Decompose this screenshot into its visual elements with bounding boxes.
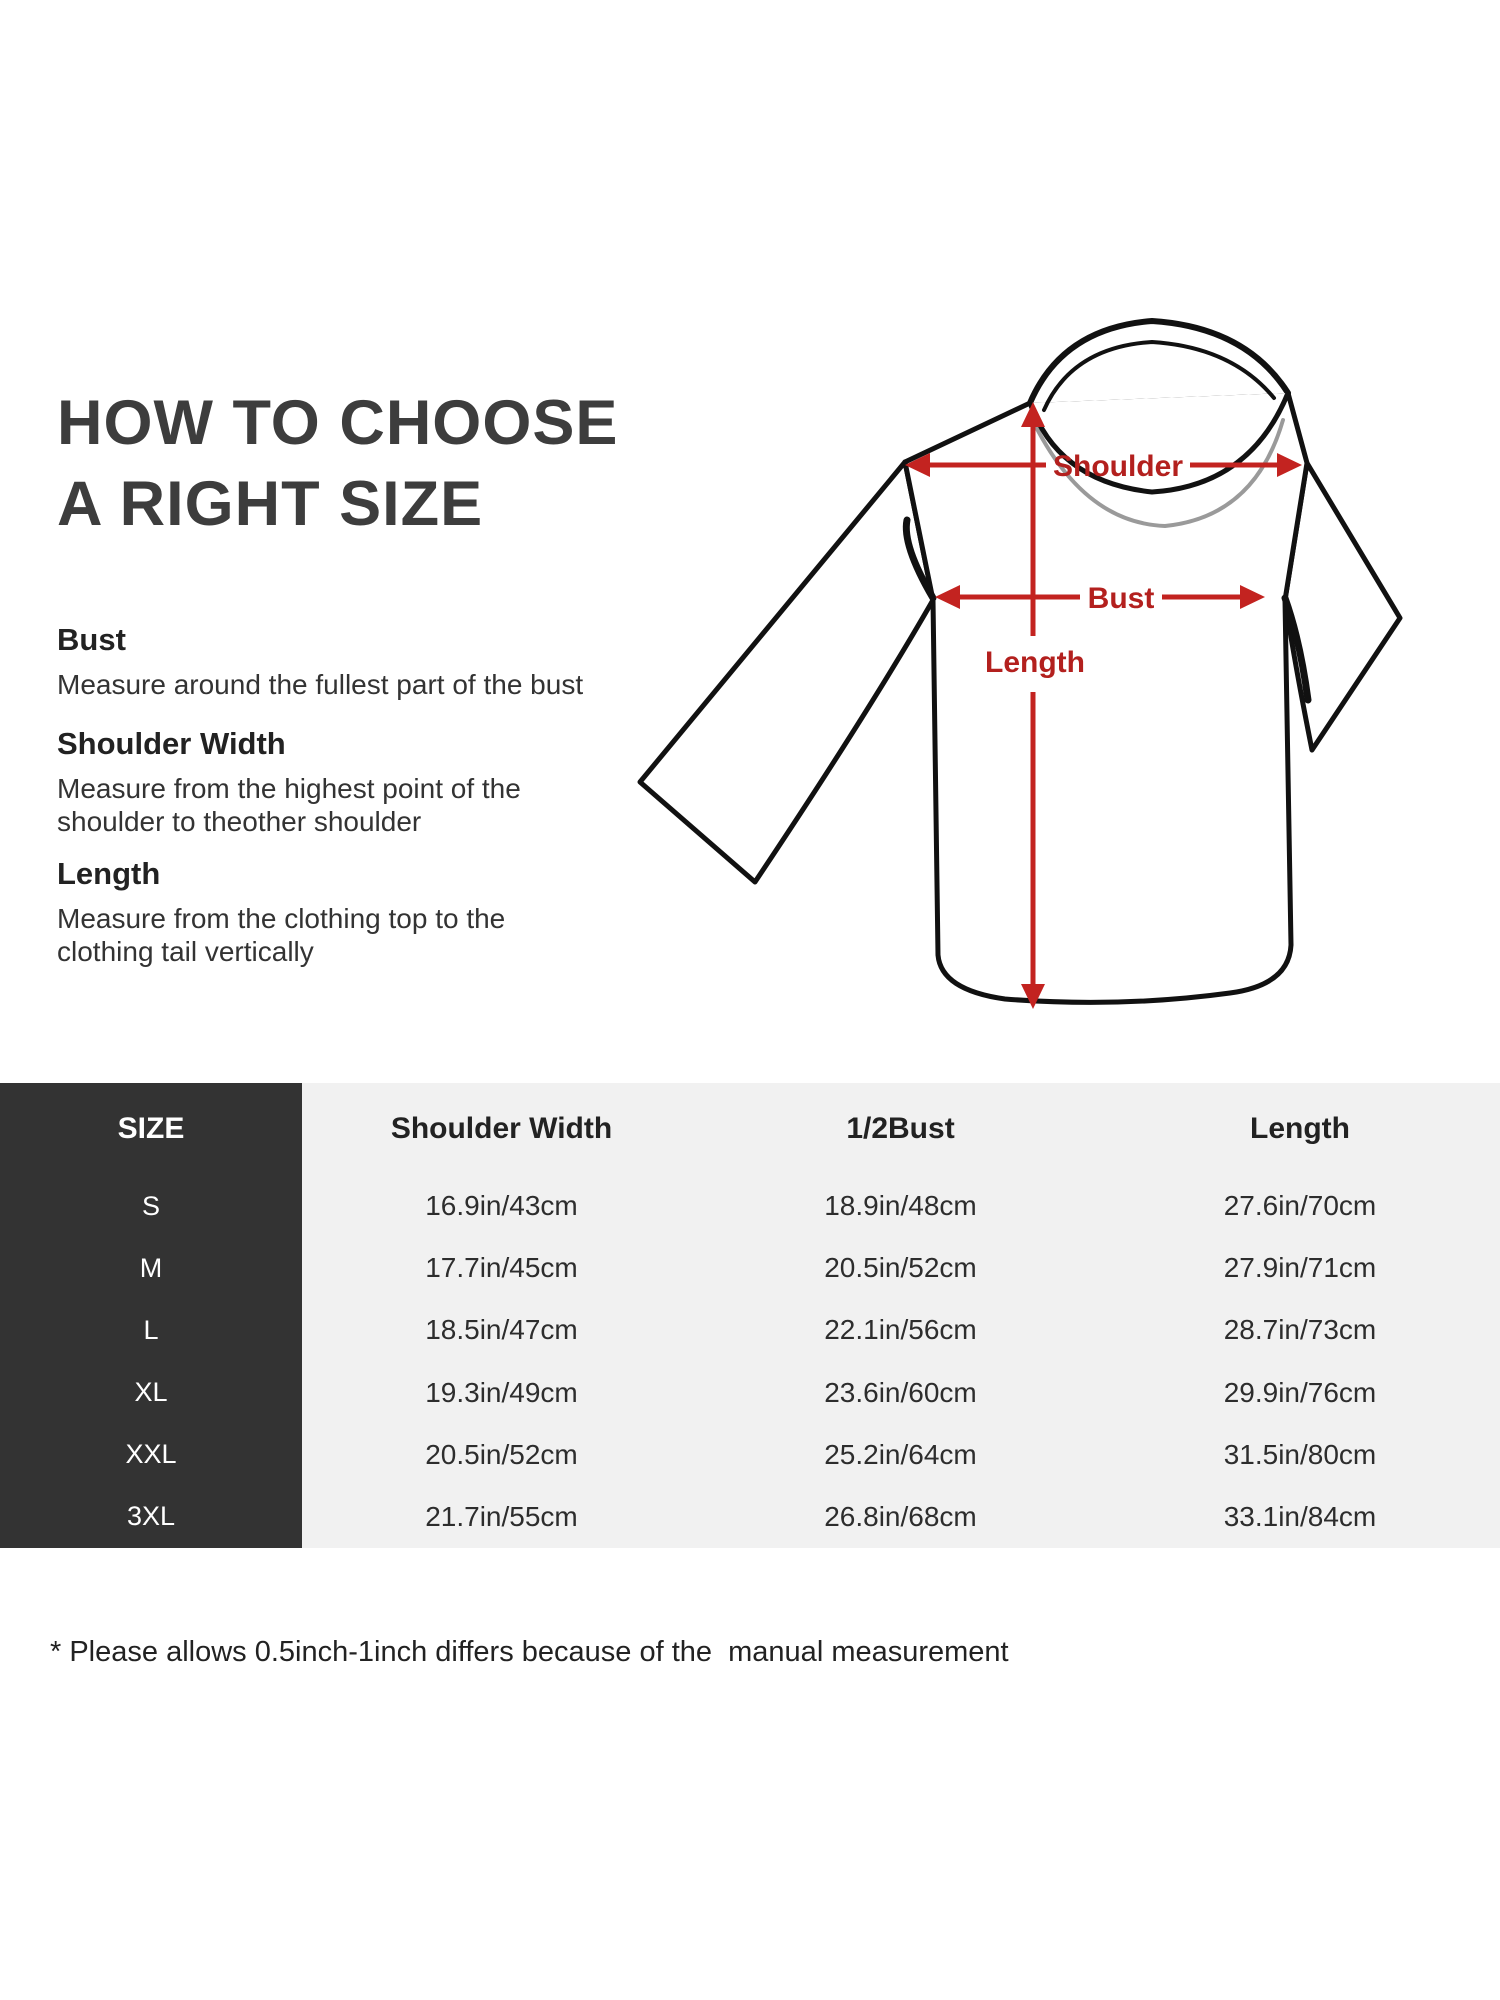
- instruction-bust: [57, 622, 583, 701]
- size-table-header-size: SIZE: [0, 1083, 302, 1175]
- length-cell: 27.6in/70cm: [1100, 1175, 1500, 1237]
- length-cell: 27.9in/71cm: [1100, 1237, 1500, 1299]
- bust-label: Bust: [1087, 582, 1155, 615]
- instruction-shoulder-line1: Measure from the highest point of the: [57, 773, 521, 804]
- shoulder-width-cell: 21.7in/55cm: [302, 1486, 701, 1548]
- page-title-line2: A RIGHT SIZE: [57, 469, 484, 539]
- half-bust-cell: 22.1in/56cm: [701, 1299, 1100, 1361]
- length-cell: 31.5in/80cm: [1100, 1424, 1500, 1486]
- size-cell: XXL: [0, 1424, 302, 1486]
- measurement-footnote: * Please allows 0.5inch-1inch differs because of the manual measurement: [50, 1636, 1009, 1668]
- half-bust-cell: 25.2in/64cm: [701, 1424, 1100, 1486]
- half-bust-cell: 18.9in/48cm: [701, 1175, 1100, 1237]
- instruction-length-heading: Length: [57, 856, 161, 891]
- instruction-length-line1: Measure from the clothing top to the: [57, 903, 506, 934]
- size-cell: L: [0, 1299, 302, 1361]
- shoulder-width-cell: 17.7in/45cm: [302, 1237, 701, 1299]
- instruction-length: [57, 856, 505, 968]
- instruction-shoulder-heading: Shoulder Width: [57, 726, 286, 761]
- instruction-shoulder-line2: shoulder to theother shoulder: [57, 806, 422, 837]
- half-bust-cell: 20.5in/52cm: [701, 1237, 1100, 1299]
- size-cell: S: [0, 1175, 302, 1237]
- instruction-shoulder-width: [57, 726, 521, 838]
- page-title-line1: HOW TO CHOOSE: [57, 388, 619, 458]
- length-cell: 29.9in/76cm: [1100, 1361, 1500, 1423]
- instruction-bust-line1: Measure around the fullest part of the bust: [57, 669, 584, 700]
- size-cell: XL: [0, 1361, 302, 1423]
- size-table-header-shoulder-width: Shoulder Width: [302, 1083, 701, 1175]
- shoulder-width-cell: 18.5in/47cm: [302, 1299, 701, 1361]
- size-cell: 3XL: [0, 1486, 302, 1548]
- shoulder-width-cell: 20.5in/52cm: [302, 1424, 701, 1486]
- half-bust-cell: 23.6in/60cm: [701, 1361, 1100, 1423]
- instruction-length-line2: clothing tail vertically: [57, 936, 314, 967]
- instruction-bust-heading: Bust: [57, 622, 126, 657]
- length-label: Length: [985, 646, 1085, 679]
- half-bust-cell: 26.8in/68cm: [701, 1486, 1100, 1548]
- page-title: [57, 383, 618, 545]
- shoulder-width-cell: 19.3in/49cm: [302, 1361, 701, 1423]
- size-table-header-half-bust: 1/2Bust: [701, 1083, 1100, 1175]
- size-table-header-length: Length: [1100, 1083, 1500, 1175]
- size-table: [0, 1083, 1500, 1548]
- tshirt-measurement-diagram: [590, 280, 1450, 1040]
- shoulder-label: Shoulder: [1052, 450, 1184, 483]
- length-cell: 28.7in/73cm: [1100, 1299, 1500, 1361]
- length-cell: 33.1in/84cm: [1100, 1486, 1500, 1548]
- shoulder-width-cell: 16.9in/43cm: [302, 1175, 701, 1237]
- tshirt-outline-icon: [640, 393, 1400, 1002]
- size-cell: M: [0, 1237, 302, 1299]
